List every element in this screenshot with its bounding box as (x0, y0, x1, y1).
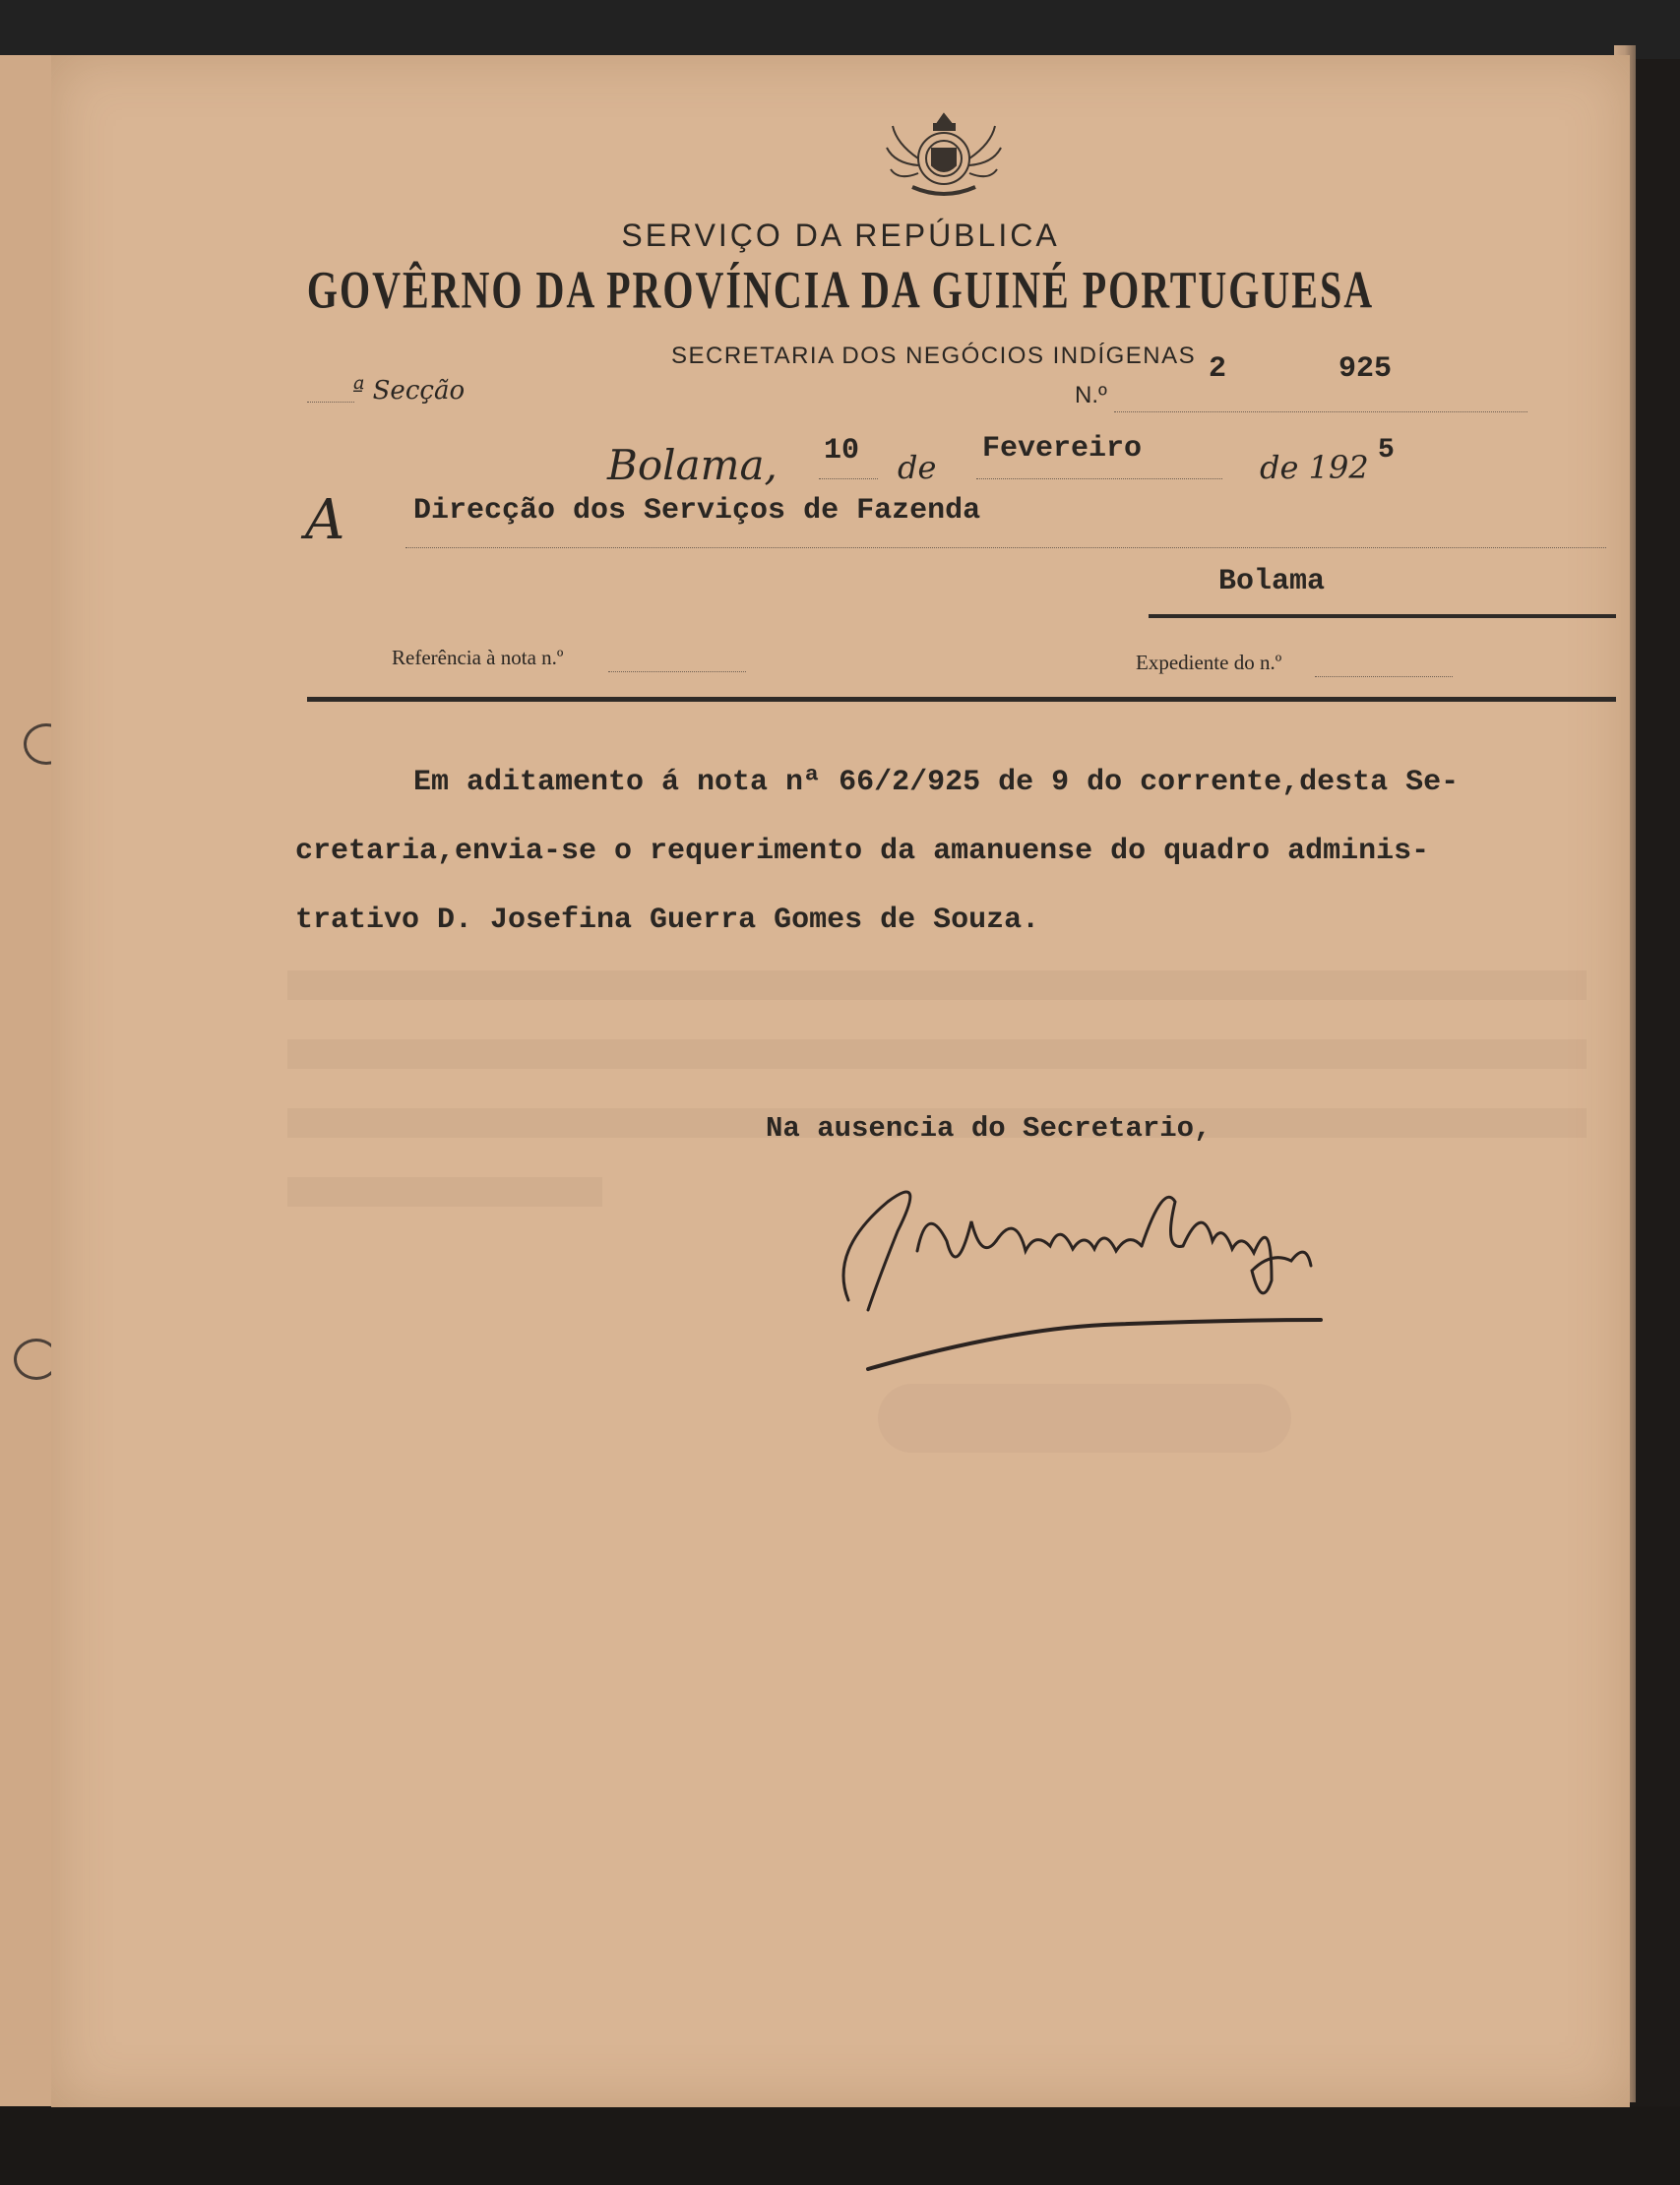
signature (809, 1143, 1400, 1379)
dispatch-dots (1315, 676, 1453, 677)
number-year: 925 (1338, 352, 1393, 386)
body-line: cretaria,envia-se o requerimento da amanuense do quadro adminis- (295, 835, 1430, 868)
addressee-dots (405, 547, 1606, 548)
secretariat-title: SECRETARIA DOS NEGÓCIOS INDÍGENAS (671, 343, 1197, 369)
place-label: Bolama, (607, 441, 778, 489)
date-month: Fevereiro (982, 432, 1143, 466)
body-line: Em aditamento á nota nª 66/2/925 de 9 do corrente,desta Se- (413, 766, 1460, 799)
background-top (0, 0, 1680, 59)
month-dots (976, 478, 1222, 479)
date-day: 10 (824, 434, 860, 468)
city-underline (1149, 614, 1616, 618)
government-title: GOVÊRNO DA PROVÍNCIA DA GUINÉ PORTUGUESA (306, 260, 1375, 320)
document-page (51, 55, 1630, 2107)
background-bottom (0, 2106, 1680, 2185)
signature-bleed-through (878, 1384, 1291, 1453)
section-label: ª Secção (352, 376, 466, 406)
number-value: 2 (1209, 352, 1227, 386)
coat-of-arms-icon (883, 104, 1006, 203)
addressee-name: Direcção dos Serviços de Fazenda (413, 494, 981, 528)
bleed-through (287, 1039, 1587, 1069)
header-divider (307, 697, 1616, 702)
day-dots (819, 478, 878, 479)
reference-dots (608, 671, 746, 672)
addressee-city: Bolama (1218, 565, 1326, 598)
closing-text: Na ausencia do Secretario, (766, 1112, 1212, 1145)
reference-label: Referência à nota n.º (392, 646, 564, 669)
number-dots (1114, 411, 1527, 412)
service-title: SERVIÇO DA REPÚBLICA (621, 218, 1060, 253)
addressee-prefix: A (305, 488, 345, 552)
number-label: N.º (1075, 382, 1107, 408)
bleed-through (287, 1177, 602, 1207)
dispatch-label: Expediente do n.º (1136, 651, 1282, 674)
section-dots (307, 402, 354, 403)
body-line: trativo D. Josefina Guerra Gomes de Souza. (295, 904, 1040, 937)
date-de: de (898, 449, 937, 486)
date-year-suffix: 5 (1378, 435, 1395, 466)
date-year-prefix: de 192 (1260, 449, 1369, 486)
bleed-through (287, 970, 1587, 1000)
